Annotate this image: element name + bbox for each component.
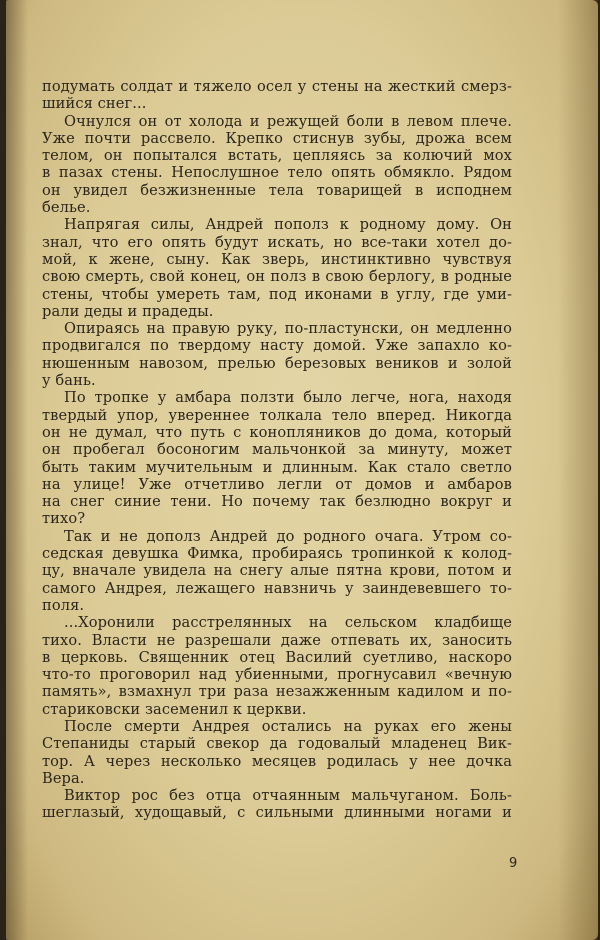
text-line: тихо. Власти не разрешали даже отпевать их, заносить	[42, 631, 512, 649]
text-line: тор. А через несколько месяцев родилась у нее дочка	[42, 752, 512, 770]
text-line: Напрягая силы, Андрей пополз к родному дому. Он	[64, 216, 512, 234]
paragraph	[42, 787, 512, 822]
text-line: он не думал, что путь с конопляников до дома, который	[42, 423, 512, 441]
book-page	[6, 0, 598, 940]
text-line: что-то проговорил над убиенными, прогнусавил «вечную	[42, 666, 512, 684]
paragraph	[42, 718, 512, 787]
text-line: После смерти Андрея остались на руках его жены	[64, 717, 512, 735]
page-number: 9	[509, 856, 518, 871]
paragraph	[42, 614, 512, 718]
paragraph	[42, 528, 512, 614]
text-line: Виктор рос без отца отчаянным мальчуганом. Боль-	[64, 787, 512, 805]
text-line: шийся снег...	[42, 95, 147, 113]
page-body-text	[42, 78, 512, 822]
text-line: самого Андрея, лежащего навзничь у заиндевевшего то-	[42, 579, 512, 597]
text-line: нюшенным навозом, прелью березовых веников и золой	[42, 354, 512, 372]
text-line: свою смерть, свой конец, он полз в свою берлогу, в родные	[42, 268, 512, 286]
paragraph	[42, 320, 512, 389]
text-line: шеглазый, худощавый, с сильными длинными ногами и	[42, 804, 512, 822]
paragraph	[42, 216, 512, 320]
text-line: у бань.	[42, 372, 96, 390]
text-line: знал, что его опять будут искать, но все-таки хотел до-	[42, 233, 512, 251]
text-line: По тропке у амбара ползти было легче, нога, находя	[64, 389, 512, 407]
text-line: стены, чтобы умереть там, под иконами в углу, где уми-	[42, 285, 512, 303]
text-line: Опираясь на правую руку, по-пластунски, он медленно	[64, 320, 512, 338]
text-line: мой, к жене, сыну. Как зверь, инстинктивно чувствуя	[42, 250, 512, 268]
text-line: он увидел безжизненные тела товарищей в исподнем	[42, 181, 512, 199]
paragraph	[42, 113, 512, 217]
text-line: Уже почти рассвело. Крепко стиснув зубы, дрожа всем	[42, 129, 512, 147]
text-line: твердый упор, увереннее толкала тело вперед. Никогда	[42, 406, 512, 424]
text-line: ...Хоронили расстрелянных на сельском кладбище	[64, 614, 512, 632]
text-line: быть таким мучительным и длинным. Как стало светло	[42, 458, 512, 476]
text-line: на улице! Уже отчетливо легли от домов и амбаров	[42, 475, 512, 493]
text-line: в пазах стены. Непослушное тело опять обмякло. Рядом	[42, 164, 512, 182]
text-line: Очнулся он от холода и режущей боли в левом плече.	[64, 112, 512, 130]
text-line: Вера.	[42, 769, 85, 787]
text-line: поля.	[42, 596, 85, 614]
text-line: белье.	[42, 199, 91, 217]
text-line: телом, он попытался встать, цепляясь за колючий мох	[42, 147, 512, 165]
text-line: подумать солдат и тяжело осел у стены на жесткий смерз-	[42, 78, 512, 95]
paragraph	[42, 78, 512, 113]
text-line: продвигался по твердому насту домой. Уже запахло ко-	[42, 337, 512, 355]
text-line: цу, вначале увидела на снегу алые пятна крови, потом и	[42, 562, 512, 580]
text-line: в церковь. Священник отец Василий суетливо, наскоро	[42, 648, 512, 666]
text-line: он пробегал босоногим мальчонкой за минуту, может	[42, 441, 512, 459]
text-line: рали деды и прадеды.	[42, 302, 214, 320]
text-line: стариковски засеменил к церкви.	[42, 700, 307, 718]
text-line: седская девушка Фимка, пробираясь тропинкой к колод-	[42, 545, 512, 563]
text-line: Степаниды старый свекор да годовалый младенец Вик-	[42, 735, 512, 753]
text-line: на снег синие тени. Но почему так безлюдно вокруг и	[42, 493, 512, 511]
text-line: память», взмахнул три раза незажженным кадилом и по-	[42, 683, 512, 701]
paragraph	[42, 389, 512, 527]
text-line: Так и не дополз Андрей до родного очага. Утром со-	[64, 527, 512, 545]
text-line: тихо?	[42, 510, 86, 528]
